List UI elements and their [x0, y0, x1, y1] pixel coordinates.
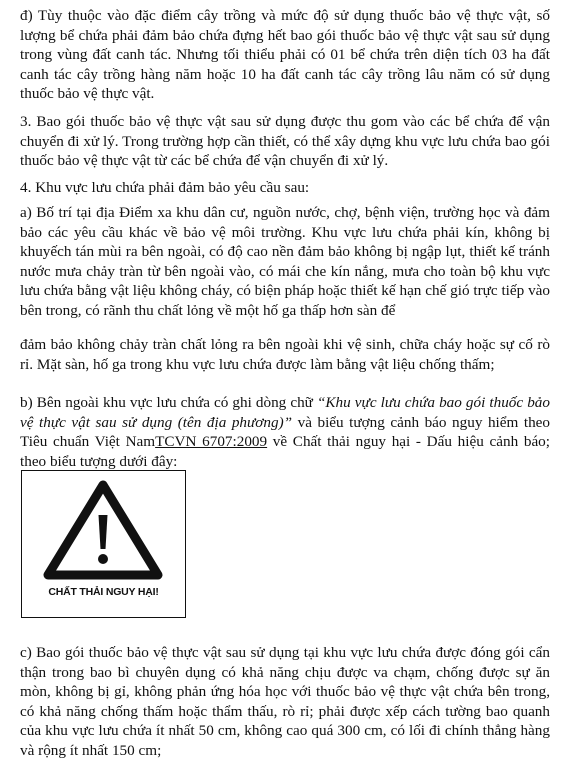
standard-link[interactable]: TCVN 6707:2009: [155, 433, 268, 451]
paragraph-3: 3. Bao gói thuốc bảo vệ thực vật sau sử dụng được thu gom vào các bể chứa để vận chuyển đi xử lý. Trong trường hợp cần thiết, có thể xây dựng khu vực lưu chứa bao gói thuốc bảo vệ thực vật từ các bể chứa để vận chuyển đi xử lý.: [20, 113, 550, 170]
paragraph-b: [20, 393, 550, 471]
paragraph-d: đ) Tùy thuộc vào đặc điểm cây trồng và mức độ sử dụng thuốc bảo vệ thực vật, số lượng bể chứa phải đảm bảo chứa đựng hết bao gói thuốc bảo vệ thực vật sau sử dụng trong vùng đất canh tác. Nhưng tối thiểu phải có 01 bể chứa trên diện tích 03 ha đất canh tác cây trồng hàng năm hoặc 10 ha đất canh tác cây trồng lâu năm có sử dụng thuốc bảo vệ thực vật.: [20, 7, 550, 103]
paragraph-4: 4. Khu vực lưu chứa phải đảm bảo yêu cầu sau:: [20, 179, 310, 196]
paragraph-b-end: về Chất thải nguy hại - Dấu hiệu cảnh báo; theo biểu tượng dưới đây:: [20, 433, 550, 470]
hazard-warning-sign: [21, 470, 186, 618]
paragraph-a: a) Bố trí tại địa Điểm xa khu dân cư, nguồn nước, chợ, bệnh viện, trường học và đảm bảo các yêu cầu khác về bảo vệ môi trường. Khu vực lưu chứa phải kín, không bị khuyếch tán mùi ra bên ngoài, có độ cao nền đảm bảo không bị ngập lụt, thiết kế tránh nước mưa chảy tràn từ bên ngoài vào, có mái che kín nắng, mưa cho toàn bộ khu vực lưu chứa bằng vật liệu không cháy, có biện pháp hoặc thiết kế hạn chế gió trực tiếp vào bên trong, có rãnh thu chất lỏng về một hố ga thấp hơn sàn để: [20, 204, 550, 319]
storage-label-quote: “Khu vực lưu chứa bao gói thuốc bảo vệ thực vật sau sử dụng (tên địa phương)”: [20, 394, 550, 431]
paragraph-b-intro: b) Bên ngoài khu vực lưu chứa có ghi dòng chữ: [20, 394, 317, 411]
warning-label: CHẤT THẢI NGUY HẠI!: [48, 586, 159, 598]
paragraph-b-middle: và biểu tượng cảnh báo nguy hiểm theo Tiêu chuẩn Việt Nam: [20, 413, 550, 451]
paragraph-c: c) Bao gói thuốc bảo vệ thực vật sau sử dụng tại khu vực lưu chứa được đóng gói cẩn thận trong bao bì chuyên dụng có khả năng chịu được va chạm, chống được sự ăn mòn, không bị gỉ, không phản ứng hóa học với thuốc bảo vệ thực vật chứa bên trong, có khả năng chống thấm hoặc thẩm thấu, rò rỉ; phải được xếp cách tường bao quanh của khu vực lưu chứa ít nhất 50 cm, không cao quá 300 cm, có lối đi chính thẳng hàng và rộng ít nhất 150 cm;: [20, 644, 550, 759]
paragraph-a-continued: đảm bảo không chảy tràn chất lỏng ra bên ngoài khi vệ sinh, chữa cháy hoặc sự cố rò rỉ. Mặt sàn, hố ga trong khu vực lưu chứa được làm bằng vật liệu chống thấm;: [20, 336, 550, 373]
